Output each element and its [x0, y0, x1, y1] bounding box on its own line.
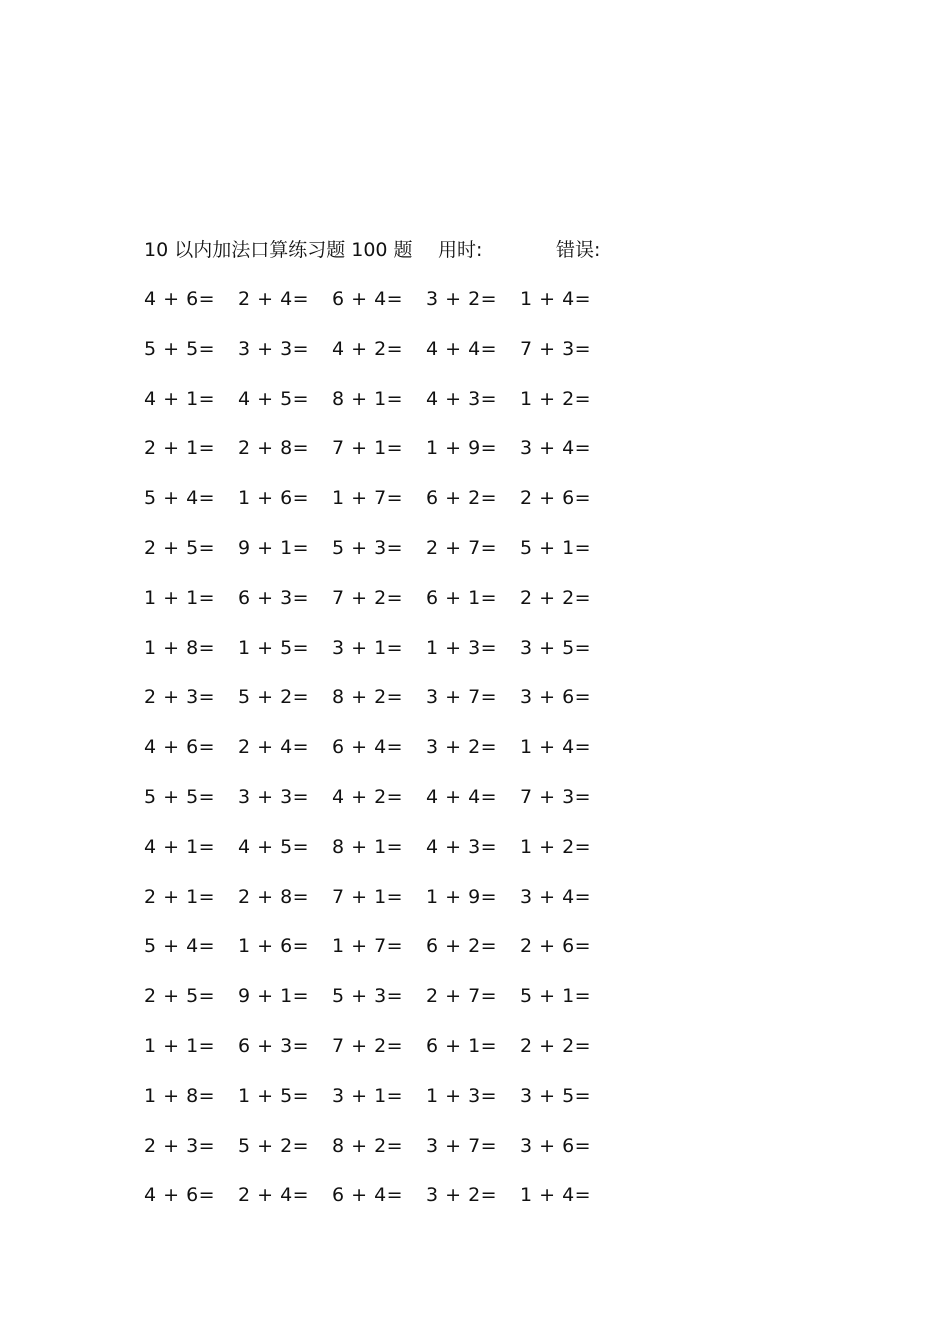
problem-row	[144, 435, 624, 485]
addition-problem: 6 + 3=	[238, 586, 310, 609]
addition-problem: 6 + 4=	[332, 736, 404, 759]
problem-row	[144, 336, 624, 386]
addition-problem: 4 + 4=	[426, 785, 498, 808]
addition-problem: 4 + 3=	[426, 835, 498, 858]
addition-problem: 5 + 3=	[332, 536, 404, 559]
addition-problem: 1 + 3=	[426, 1084, 498, 1107]
addition-problem: 7 + 3=	[520, 337, 592, 360]
addition-problem: 5 + 4=	[144, 935, 216, 958]
addition-problem: 6 + 4=	[332, 1184, 404, 1207]
addition-problem: 1 + 5=	[238, 1084, 310, 1107]
addition-problem: 1 + 7=	[332, 487, 404, 510]
addition-problem: 1 + 8=	[144, 1084, 216, 1107]
addition-problem: 2 + 4=	[238, 736, 310, 759]
problem-row	[144, 535, 624, 585]
addition-problem: 1 + 4=	[520, 1184, 592, 1207]
addition-problem: 1 + 2=	[520, 387, 592, 410]
addition-problem: 1 + 2=	[520, 835, 592, 858]
problem-row	[144, 286, 624, 336]
addition-problem: 3 + 1=	[332, 1084, 404, 1107]
addition-problem: 3 + 3=	[238, 337, 310, 360]
addition-problem: 1 + 1=	[144, 1034, 216, 1057]
addition-problem: 3 + 6=	[520, 1134, 592, 1157]
problem-row	[144, 485, 624, 535]
addition-problem: 3 + 7=	[426, 686, 498, 709]
addition-problem: 9 + 1=	[238, 536, 310, 559]
addition-problem: 3 + 2=	[426, 1184, 498, 1207]
problem-row	[144, 1033, 624, 1083]
addition-problem: 9 + 1=	[238, 985, 310, 1008]
addition-problem: 7 + 1=	[332, 885, 404, 908]
addition-problem: 2 + 8=	[238, 885, 310, 908]
addition-problem: 2 + 6=	[520, 935, 592, 958]
problem-row	[144, 734, 624, 784]
addition-problem: 5 + 1=	[520, 536, 592, 559]
addition-problem: 3 + 3=	[238, 785, 310, 808]
addition-problem: 2 + 7=	[426, 536, 498, 559]
addition-problem: 8 + 2=	[332, 1134, 404, 1157]
addition-problem: 7 + 2=	[332, 586, 404, 609]
problem-grid	[144, 286, 624, 1232]
addition-problem: 1 + 9=	[426, 437, 498, 460]
addition-problem: 4 + 2=	[332, 785, 404, 808]
addition-problem: 3 + 4=	[520, 885, 592, 908]
addition-problem: 5 + 1=	[520, 985, 592, 1008]
addition-problem: 5 + 3=	[332, 985, 404, 1008]
addition-problem: 3 + 2=	[426, 288, 498, 310]
problem-row	[144, 983, 624, 1033]
addition-problem: 5 + 5=	[144, 785, 216, 808]
addition-problem: 4 + 5=	[238, 387, 310, 410]
addition-problem: 8 + 1=	[332, 835, 404, 858]
error-count-label: 错误:	[556, 239, 601, 261]
addition-problem: 2 + 8=	[238, 437, 310, 460]
addition-problem: 2 + 5=	[144, 985, 216, 1008]
problem-row	[144, 585, 624, 635]
addition-problem: 6 + 2=	[426, 935, 498, 958]
problem-row	[144, 834, 624, 884]
addition-problem: 4 + 6=	[144, 288, 216, 310]
addition-problem: 2 + 5=	[144, 536, 216, 559]
problem-row	[144, 1182, 624, 1232]
addition-problem: 4 + 4=	[426, 337, 498, 360]
addition-problem: 4 + 5=	[238, 835, 310, 858]
addition-problem: 3 + 5=	[520, 636, 592, 659]
addition-problem: 4 + 6=	[144, 1184, 216, 1207]
addition-problem: 6 + 4=	[332, 288, 404, 310]
problem-row	[144, 1083, 624, 1133]
addition-problem: 1 + 9=	[426, 885, 498, 908]
addition-problem: 2 + 4=	[238, 288, 310, 310]
addition-problem: 1 + 7=	[332, 935, 404, 958]
addition-problem: 4 + 2=	[332, 337, 404, 360]
addition-problem: 4 + 1=	[144, 835, 216, 858]
addition-problem: 6 + 1=	[426, 586, 498, 609]
addition-problem: 1 + 8=	[144, 636, 216, 659]
addition-problem: 2 + 2=	[520, 1034, 592, 1057]
problem-row	[144, 1133, 624, 1183]
addition-problem: 7 + 3=	[520, 785, 592, 808]
addition-problem: 3 + 7=	[426, 1134, 498, 1157]
addition-problem: 4 + 1=	[144, 387, 216, 410]
addition-problem: 2 + 6=	[520, 487, 592, 510]
addition-problem: 3 + 5=	[520, 1084, 592, 1107]
addition-problem: 5 + 4=	[144, 487, 216, 510]
addition-problem: 1 + 4=	[520, 288, 592, 310]
addition-problem: 4 + 3=	[426, 387, 498, 410]
addition-problem: 7 + 1=	[332, 437, 404, 460]
addition-problem: 1 + 5=	[238, 636, 310, 659]
addition-problem: 6 + 2=	[426, 487, 498, 510]
addition-problem: 2 + 2=	[520, 586, 592, 609]
addition-problem: 1 + 3=	[426, 636, 498, 659]
addition-problem: 3 + 6=	[520, 686, 592, 709]
addition-problem: 2 + 3=	[144, 686, 216, 709]
addition-problem: 1 + 6=	[238, 487, 310, 510]
addition-problem: 8 + 1=	[332, 387, 404, 410]
addition-problem: 2 + 1=	[144, 885, 216, 908]
addition-problem: 1 + 4=	[520, 736, 592, 759]
addition-problem: 1 + 1=	[144, 586, 216, 609]
worksheet-title: 10 以内加法口算练习题 100 题	[144, 239, 413, 261]
problem-row	[144, 933, 624, 983]
addition-problem: 1 + 6=	[238, 935, 310, 958]
problem-row	[144, 386, 624, 436]
addition-problem: 4 + 6=	[144, 736, 216, 759]
addition-problem: 7 + 2=	[332, 1034, 404, 1057]
addition-problem: 5 + 5=	[144, 337, 216, 360]
addition-problem: 2 + 1=	[144, 437, 216, 460]
problem-row	[144, 635, 624, 685]
addition-problem: 5 + 2=	[238, 686, 310, 709]
addition-problem: 8 + 2=	[332, 686, 404, 709]
problem-row	[144, 884, 624, 934]
addition-problem: 2 + 3=	[144, 1134, 216, 1157]
addition-problem: 2 + 4=	[238, 1184, 310, 1207]
addition-problem: 3 + 4=	[520, 437, 592, 460]
addition-problem: 6 + 3=	[238, 1034, 310, 1057]
addition-problem: 3 + 2=	[426, 736, 498, 759]
problem-row	[144, 784, 624, 834]
addition-problem: 3 + 1=	[332, 636, 404, 659]
addition-problem: 5 + 2=	[238, 1134, 310, 1157]
problem-row	[144, 684, 624, 734]
time-used-label: 用时:	[438, 239, 483, 261]
addition-problem: 6 + 1=	[426, 1034, 498, 1057]
addition-problem: 2 + 7=	[426, 985, 498, 1008]
